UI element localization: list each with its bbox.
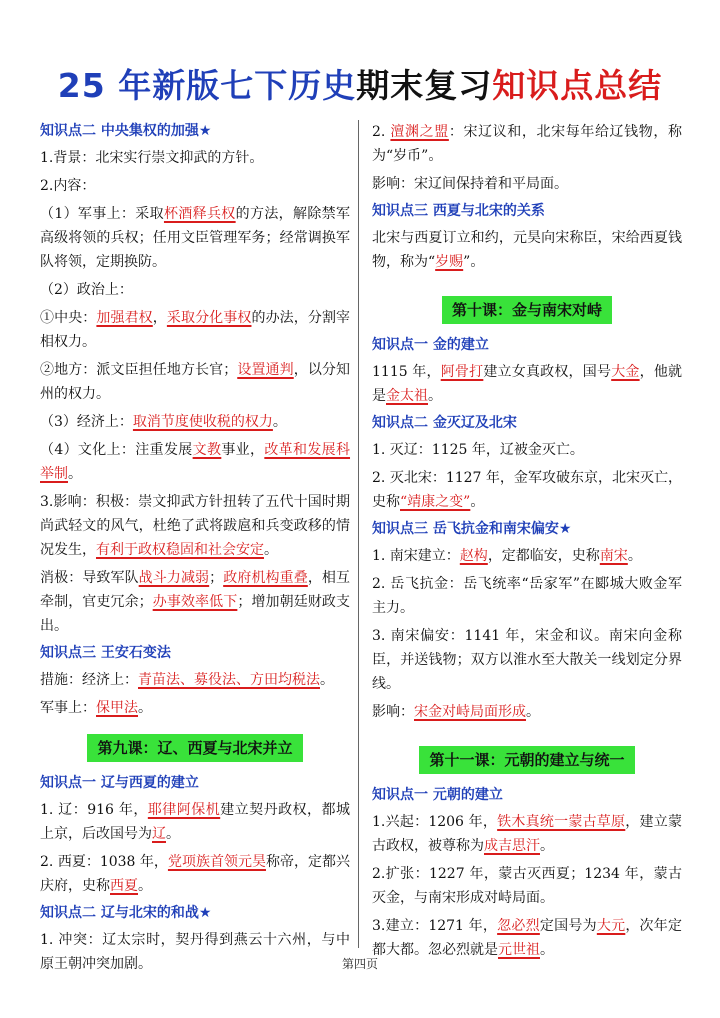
text: （1）军事上：采取 [40, 206, 164, 222]
text: 。 [138, 700, 152, 716]
text: 。 [428, 388, 442, 404]
keyword: 大金 [611, 364, 640, 380]
text: 北宋与西夏订立和约，元昊向宋称臣，宋给西夏钱物，称为“ [372, 230, 682, 270]
text: 。 [166, 826, 180, 842]
paragraph-culture [40, 438, 350, 486]
text: 3.建立：1271 年， [372, 918, 498, 934]
keyword: 铁木真统一蒙古草原 [497, 814, 626, 830]
left-column [40, 120, 350, 980]
lesson-title: 第九课：辽、西夏与北宋并立 [87, 734, 302, 762]
text: ，他就是 [372, 364, 683, 404]
keyword: 岁赐 [435, 254, 464, 270]
text: 称帝，定都兴庆府，史称 [40, 854, 351, 894]
text: （4）文化上：注重发展 [40, 442, 193, 458]
keyword: “靖康之变” [400, 494, 471, 510]
keyword: 澶渊之盟 [390, 124, 449, 140]
section-heading: 知识点三 西夏与北宋的关系 [372, 203, 545, 219]
section-heading: 知识点二 辽与北宋的和战★ [40, 905, 212, 921]
text: 2. 西夏：1038 年， [40, 854, 168, 870]
paragraph-mie-song [372, 466, 682, 514]
keyword: 政府机构重叠 [223, 570, 308, 586]
paragraph-jin [372, 360, 682, 408]
text: ，相互牵制，官吏冗余； [40, 570, 351, 610]
title-part-3: 知识点总结 [492, 66, 663, 105]
paragraph-xingqi [372, 810, 682, 858]
keyword: 党项族首领元昊 [167, 854, 266, 870]
column-divider [358, 120, 359, 948]
text: 。 [320, 672, 334, 688]
text: 1.兴起：1206 年， [372, 814, 498, 830]
text: 2. [372, 124, 391, 140]
text: ，建立蒙古政权，被尊称为 [372, 814, 683, 854]
section-heading: 知识点三 王安石变法 [40, 645, 171, 661]
keyword: 阿骨打 [440, 364, 484, 380]
paragraph-negative [40, 566, 350, 638]
paragraph-military [40, 202, 350, 274]
keyword: 西夏 [110, 878, 138, 894]
text: （3）经济上： [40, 414, 133, 430]
paragraph-conflict: 1. 冲突：辽太宗时，契丹得到燕云十六州，与中原王朝冲突加剧。 [40, 932, 350, 972]
text: 2. 灭北宋：1127 年，金军攻破东京，北宋灭亡，史称 [372, 470, 682, 510]
text: ，以分知州的权力。 [40, 362, 351, 402]
section-heading: 知识点一 辽与西夏的建立 [40, 775, 199, 791]
text: 措施：经济上： [40, 672, 138, 688]
keyword: 青苗法、募役法、方田均税法 [138, 672, 320, 688]
keyword: 元世祖 [498, 942, 540, 958]
paragraph-xixia-relation [372, 226, 682, 274]
text: ，定都临安，史称 [487, 548, 600, 564]
lesson-title: 第十一课：元朝的建立与统一 [419, 746, 634, 774]
paragraph-local [40, 358, 350, 406]
paragraph-background: 1.背景：北宋实行崇文抑武的方针。 [40, 150, 264, 166]
right-column [372, 120, 682, 966]
section-heading: 知识点一 金的建立 [372, 337, 489, 353]
text: ①中央： [40, 310, 97, 326]
title-part-2: 期末复习 [356, 66, 493, 105]
lesson-banner [372, 296, 682, 324]
text: 3.影响：积极：崇文抑武方针扭转了五代十国时期尚武轻文的风气，杜绝了武将跋扈和兵变政移的情况发生， [40, 494, 350, 558]
paragraph-nansong [372, 544, 682, 568]
lesson-banner [40, 734, 350, 762]
keyword: 杯酒释兵权 [163, 206, 236, 222]
text: ， [152, 310, 167, 326]
paragraph-economy [40, 410, 350, 434]
text: 。 [264, 542, 278, 558]
paragraph-impact [40, 490, 350, 562]
text: 定国号为 [539, 918, 597, 934]
text: 。 [272, 414, 287, 430]
text: ； [209, 570, 224, 586]
paragraph-liao [40, 798, 350, 846]
lesson-banner [372, 746, 682, 774]
paragraph-measures [40, 668, 350, 692]
paragraph-xixia [40, 850, 350, 898]
keyword: 改革和发展科举制 [40, 442, 351, 482]
text: 。 [526, 704, 540, 720]
keyword: 取消节度使收税的权力 [132, 414, 273, 430]
text: 。 [68, 466, 82, 482]
paragraph-mie-liao: 1. 灭辽：1125 年，辽被金灭亡。 [372, 442, 584, 458]
keyword: 战斗力减弱 [138, 570, 210, 586]
paragraph-yuefei: 2. 岳飞抗金：岳飞统率“岳家军”在郾城大败金军主力。 [372, 576, 682, 616]
paragraph-kuozhang: 2.扩张：1227 年，蒙古灭西夏；1234 年，蒙古灭金，与南宋形成对峙局面。 [372, 866, 682, 906]
keyword: 宋金对峙局面形成 [414, 704, 526, 720]
text: ，次年定都大都。忽必烈就是 [372, 918, 683, 958]
lesson-title: 第十课：金与南宋对峙 [442, 296, 612, 324]
keyword: 设置通判 [237, 362, 294, 378]
keyword: 忽必烈 [497, 918, 540, 934]
keyword: 加强君权 [96, 310, 153, 326]
text: 1. 辽：916 年， [40, 802, 148, 818]
keyword: 大元 [596, 918, 626, 934]
section-heading: 知识点二 中央集权的加强★ [40, 123, 212, 139]
page-number: 第四页 [341, 957, 378, 971]
text: 1. 南宋建立： [372, 548, 460, 564]
text: 建立契丹政权，都城上京，后改国号为 [40, 802, 350, 842]
keyword: 有利于政权稳固和社会安定 [96, 542, 264, 558]
paragraph-duizhi [372, 700, 682, 724]
paragraph-politics-label: （2）政治上： [40, 282, 133, 298]
text: ”。 [463, 254, 485, 270]
text: 。 [470, 494, 485, 510]
text: 的办法，分割宰相权力。 [40, 310, 351, 350]
keyword: 耶律阿保机 [147, 802, 221, 818]
title-part-1: 25 年新版七下历史 [57, 66, 357, 105]
text: 的方法，解除禁军高级将领的兵权；任用文臣管理军务；经常调换军队将领，定期换防。 [40, 206, 350, 270]
text: 建立女真政权，国号 [483, 364, 612, 380]
text: 1115 年， [372, 364, 441, 380]
text: ：宋辽议和，北宋每年给辽钱物，称为“岁币”。 [372, 124, 682, 164]
keyword: 辽 [152, 826, 166, 842]
keyword: 办事效率低下 [152, 594, 238, 610]
text: 。 [540, 942, 554, 958]
paragraph-military-2 [40, 696, 350, 720]
text: 。 [540, 838, 554, 854]
text: 。 [627, 548, 642, 564]
section-heading: 知识点一 元朝的建立 [372, 787, 503, 803]
paragraph-chanyuan-impact: 影响：宋辽间保持着和平局面。 [372, 176, 568, 192]
text: ；增加朝廷财政支出。 [40, 594, 351, 634]
text: 事业， [221, 442, 265, 458]
keyword: 南宋 [599, 548, 628, 564]
text: ②地方：派文臣担任地方长官； [40, 362, 238, 378]
keyword: 文教 [192, 442, 222, 458]
paragraph-content-label: 2.内容： [40, 178, 96, 194]
paragraph-chanyuan [372, 120, 682, 168]
keyword: 采取分化事权 [166, 310, 252, 326]
text: 。 [138, 878, 152, 894]
text: 影响： [372, 704, 414, 720]
text: 军事上： [40, 700, 96, 716]
keyword: 成吉思汗 [484, 838, 540, 854]
section-heading: 知识点二 金灭辽及北宋 [372, 415, 517, 431]
paragraph-pianan: 3. 南宋偏安：1141 年，宋金和议。南宋向金称臣，并送钱物；双方以淮水至大散关一线划定分界线。 [372, 628, 682, 692]
paragraph-central [40, 306, 350, 354]
keyword: 赵构 [459, 548, 488, 564]
section-heading: 知识点三 岳飞抗金和南宋偏安★ [372, 521, 572, 537]
page-title [0, 60, 720, 107]
keyword: 金太祖 [386, 388, 428, 404]
text: 消极：导致军队 [40, 570, 139, 586]
keyword: 保甲法 [96, 700, 138, 716]
